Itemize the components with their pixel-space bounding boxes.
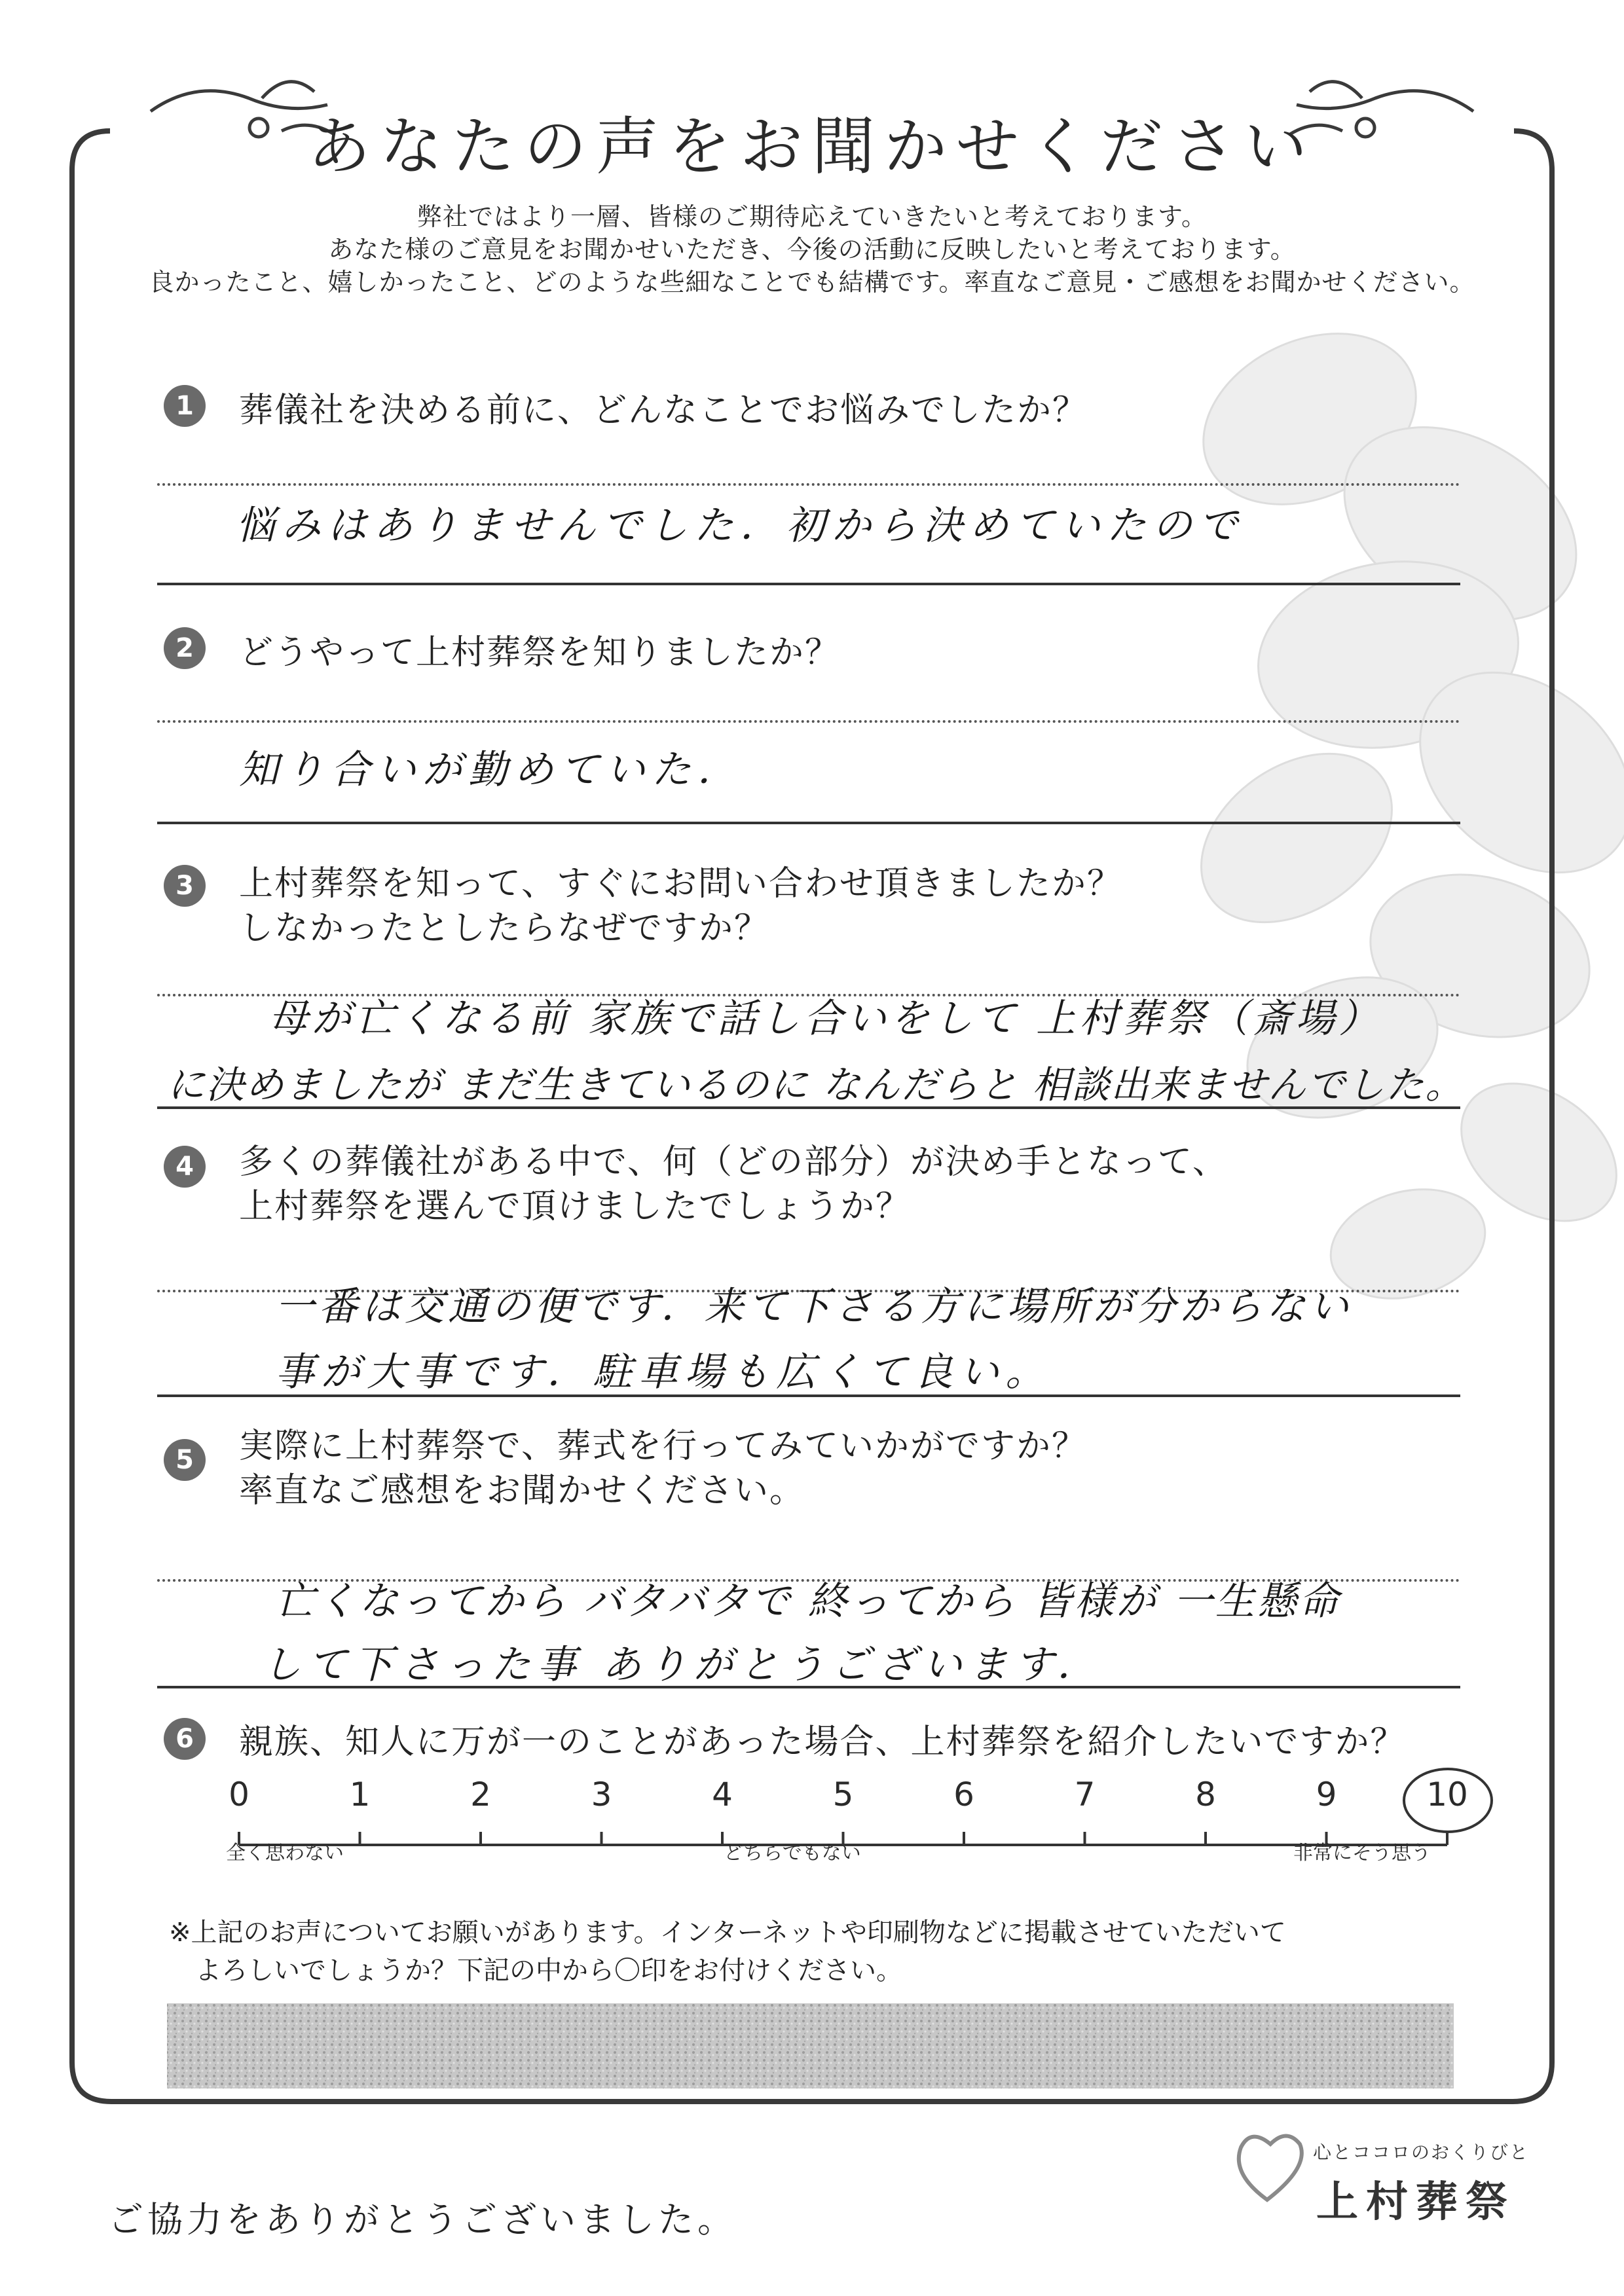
- answer-guide-line: [157, 483, 1460, 486]
- answer-5-line-1: 亡くなってから バタバタで 終ってから 皆様が 一生懸命: [275, 1578, 1341, 1624]
- publication-note-line-1: ※上記のお声についてお願いがあります。インターネットや印刷物などに掲載させていただいて: [169, 1918, 1286, 1948]
- answer-guide-line: [157, 822, 1460, 824]
- scale-number: 5: [832, 1776, 854, 1813]
- intro-line-2: あなた様のご意見をお聞かせいただき、今後の活動に反映したいと考えております。: [328, 235, 1296, 264]
- answer-guide-line: [157, 583, 1460, 585]
- answer-guide-line: [157, 1394, 1460, 1397]
- question-number-2: 2: [164, 627, 206, 669]
- question-5-text-1: 実際に上村葬祭で、葬式を行ってみていかがですか？: [239, 1427, 1087, 1466]
- flower-watermark: [1170, 301, 1624, 1315]
- logo-name: 上村葬祭: [1316, 2178, 1515, 2227]
- scale-number: 8: [1195, 1776, 1216, 1813]
- question-number-3: 3: [164, 865, 206, 907]
- answer-guide-line: [157, 1686, 1460, 1688]
- answer-4-line-2: 事が大事です．駐車場も広くて良い。: [275, 1349, 1052, 1395]
- question-5-text-2: 率直なご感想をお聞かせください。: [239, 1471, 805, 1510]
- reply-area-shading: [167, 2003, 1454, 2088]
- scale-number: 10: [1426, 1776, 1468, 1813]
- logo-heart-icon: [1239, 2136, 1302, 2200]
- question-number-6: 6: [164, 1718, 206, 1760]
- answer-3-line-1: 母が亡くなる前 家族で話し合いをして 上村葬祭（斎場）: [268, 996, 1382, 1042]
- answer-3-line-2: に決めましたが まだ生きているのに なんだらと 相談出来ませんでした。: [167, 1063, 1465, 1107]
- answer-5-line-2: して下さった事 ありがとうございます．: [262, 1642, 1103, 1688]
- scale-number: 4: [712, 1776, 733, 1813]
- question-4-text-1: 多くの葬儀社がある中で、何（どの部分）が決め手となって、: [239, 1142, 1228, 1182]
- scale-label-left: 全く思わない: [226, 1842, 344, 1865]
- selected-rating-circle: [1403, 1768, 1493, 1833]
- scale-number: 0: [229, 1776, 249, 1813]
- question-1-text: 葬儀社を決める前に、どんなことでお悩みでしたか？: [239, 391, 1088, 430]
- scale-number: 9: [1316, 1776, 1337, 1813]
- scale-number: 6: [953, 1776, 974, 1813]
- question-number-4: 4: [164, 1146, 206, 1188]
- logo-tagline: 心とココロのおくりびと: [1313, 2141, 1530, 2163]
- answer-4-line-1: 一番は交通の便です．来て下さる方に場所が分からない: [275, 1284, 1353, 1330]
- question-number-1: 1: [164, 385, 206, 427]
- scale-number: 7: [1074, 1776, 1096, 1813]
- scale-number: 3: [591, 1776, 612, 1813]
- question-number-5: 5: [164, 1439, 206, 1481]
- question-3-text-2: しなかったとしたらなぜですか？: [239, 909, 770, 948]
- answer-2-line-1: 知り合いが勤めていた．: [239, 747, 743, 793]
- question-2-text: どうやって上村葬祭を知りましたか？: [239, 633, 841, 672]
- scale-label-middle: どちらでもない: [724, 1842, 861, 1865]
- answer-guide-line: [157, 720, 1460, 723]
- publication-note-line-2: よろしいでしょうか？下記の中から〇印をお付けください。: [195, 1956, 902, 1986]
- page-title: あなたの声をお聞かせください: [308, 110, 1316, 183]
- answer-1-line-1: 悩みはありませんでした．初から決めていたので: [236, 503, 1244, 549]
- answer-guide-line: [157, 1106, 1460, 1109]
- scale-number: 1: [349, 1776, 371, 1813]
- question-3-text-1: 上村葬祭を知って、すぐにお問い合わせ頂きましたか？: [239, 864, 1122, 903]
- scale-number: 2: [470, 1776, 491, 1813]
- intro-line-1: 弊社ではより一層、皆様のご期待応えていきたいと考えております。: [417, 202, 1207, 231]
- question-4-text-2: 上村葬祭を選んで頂けましたでしょうか？: [239, 1187, 912, 1226]
- intro-line-3: 良かったこと、嬉しかったこと、どのような些細なことでも結構です。率直なご意見・ご感想をお聞かせください。: [149, 268, 1475, 297]
- thanks-message: ご協力をありがとうございました。: [108, 2199, 737, 2240]
- question-6-text: 親族、知人に万が一のことがあった場合、上村葬祭を紹介したいですか？: [239, 1722, 1406, 1762]
- scale-label-right: 非常にそう思う: [1293, 1842, 1431, 1865]
